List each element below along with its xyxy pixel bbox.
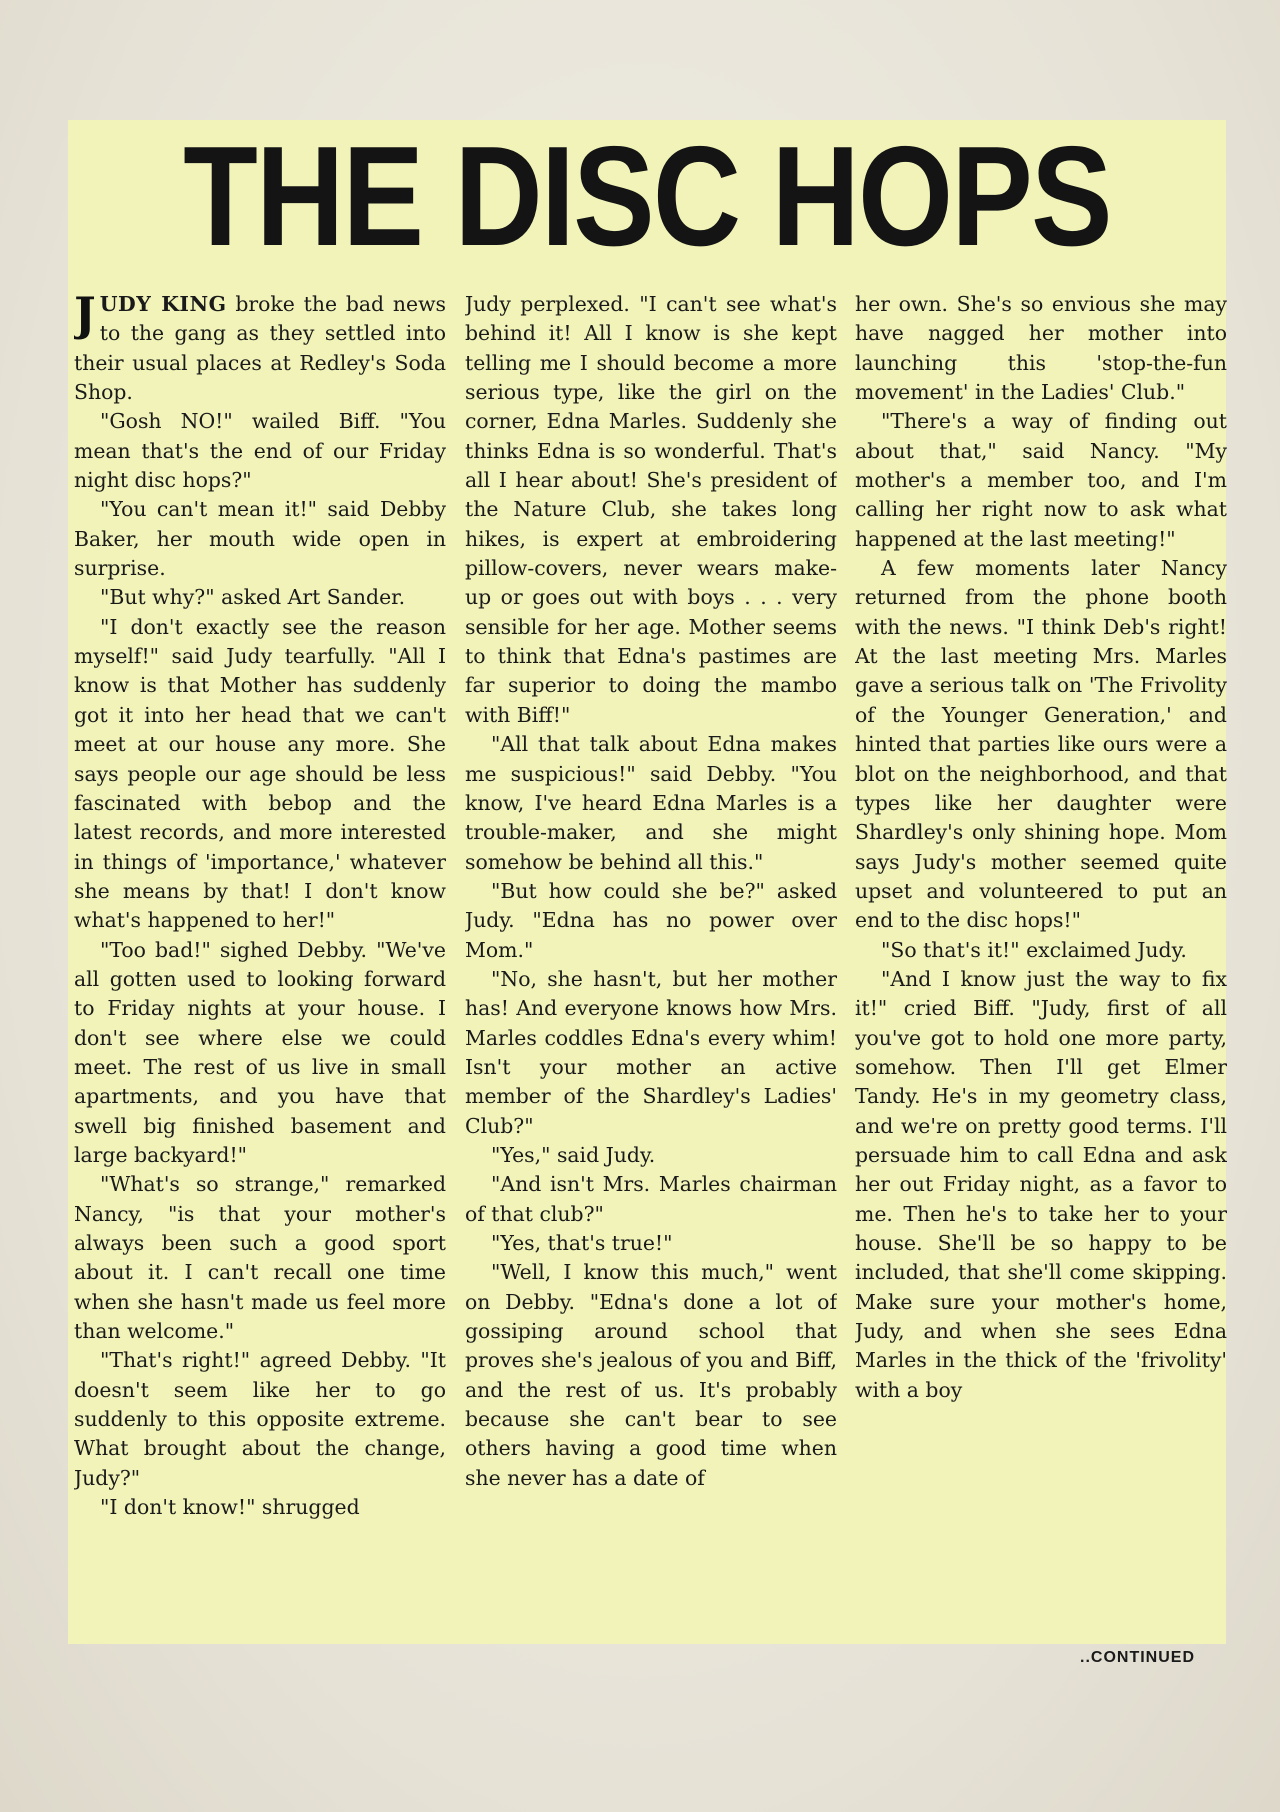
story-title: THE DISC HOPS xyxy=(183,117,1111,276)
paragraph: "There's a way of finding out about that," said Nancy. "My mother's a member too, and I'm calling her right now to ask what happened at the last meeting!" xyxy=(855,409,1227,551)
paragraph: "So that's it!" exclaimed Judy. xyxy=(881,937,1187,962)
paragraph xyxy=(74,290,446,407)
paragraph: "What's so strange," remarked Nancy, "is that your mother's always been such a good sport about it. I can't recall one time when she hasn't made us feel more than welcome." xyxy=(74,1172,446,1344)
paragraph: "You can't mean it!" said Debby Baker, her mouth wide open in surprise. xyxy=(74,497,446,581)
paragraph: "Yes, that's true!" xyxy=(491,1231,673,1255)
paragraph: Judy perplexed. "I can't see what's behind it! All I know is she kept telling me I should become a more serious type, like the girl on the corner, Edna Marles. Suddenly she thinks Edna is so wonderful. That's all I hear about! She's president of the Nature Club, she takes long hikes, is expert at embroidering pillow-covers, never wears make-up or goes out with boys . . . very sensible for her age. Mother seems to think that Edna's pastimes are far superior to doing the mambo with Biff!" xyxy=(465,292,837,727)
text-column-1 xyxy=(74,290,446,1650)
paragraph: "Well, I know this much," went on Debby. "Edna's done a lot of gossiping around school that proves she's jealous of you and Biff, and the rest of us. It's probably because she can't bear to see others having a good time when she never has a date of xyxy=(465,1260,837,1490)
paragraph: "I don't exactly see the reason myself!" said Judy tearfully. "All I know is that Mother has suddenly got it into her head that we can't meet at our house any more. She says people our age should be less fascinated with bebop and the latest records, and more interested in things of 'importance,' whatever she means by that! I don't know what's happened to her!" xyxy=(74,614,446,933)
continued-label: ..CONTINUED xyxy=(1080,1649,1195,1666)
paragraph: "I don't know!" shrugged xyxy=(100,1495,360,1520)
paragraph: "And I know just the way to fix it!" cried Biff. "Judy, first of all you've got to hold one more party, somehow. Then I'll get Elmer Tandy. He's in my geometry class, and we're on pretty good terms. I'll persuade him to call Edna and ask her out Friday night, as a favor to me. Then he's to take her to your house. She'll be so happy to be included, that she'll come skipping. Make sure your mother's home, Judy, and when she sees Edna Marles in the thick of the 'frivolity' with a boy xyxy=(855,966,1227,1402)
lead-in: UDY KING xyxy=(99,292,227,316)
paragraph: "But why?" asked Art Sander. xyxy=(100,585,406,610)
drop-cap: J xyxy=(74,290,96,341)
paragraph: "Yes," said Judy. xyxy=(491,1142,656,1167)
text-column-3 xyxy=(855,290,1227,1650)
paragraph: "But how could she be?" asked Judy. "Edna has no power over Mom." xyxy=(465,878,837,962)
paragraph: "Too bad!" sighed Debby. "We've all gotten used to looking forward to Friday nights at your house. I don't see where else we could meet. The rest of us live in small apartments, and you have that swell big finished basement and large backyard!" xyxy=(74,937,446,1167)
paragraph: "All that talk about Edna makes me suspicious!" said Debby. "You know, I've heard Edna Marles is a trouble-maker, and she might somehow be behind all this." xyxy=(465,732,837,874)
paragraph-text: broke the bad news to the gang as they settled into their usual places at Redley's Soda Shop. xyxy=(74,292,446,405)
paragraph: "No, she hasn't, but her mother has! And everyone knows how Mrs. Marles coddles Edna's every whim! Isn't your mother an active member of the Shardley's Ladies' Club?" xyxy=(465,966,837,1138)
paragraph: A few moments later Nancy returned from the phone booth with the news. "I think Deb's right! At the last meeting Mrs. Marles gave a serious talk on 'The Frivolity of the Younger Generation,' and hinted that parties like ours were a blot on the neighborhood, and that types like her daughter were Shardley's only shining hope. Mom says Judy's mother seemed quite upset and volunteered to put an end to the disc hops!" xyxy=(855,556,1227,933)
paragraph: her own. She's so envious she may have nagged her mother into launching this 'stop-the-fun movement' in the Ladies' Club." xyxy=(855,292,1227,405)
text-column-2 xyxy=(465,290,837,1650)
paragraph: "And isn't Mrs. Marles chairman of that club?" xyxy=(465,1172,837,1226)
paragraph: "Gosh NO!" wailed Biff. "You mean that's the end of our Friday night disc hops?" xyxy=(74,409,446,493)
paragraph: "That's right!" agreed Debby. "It doesn't seem like her to go suddenly to this opposite extreme. What brought about the change, Judy?" xyxy=(74,1348,446,1490)
